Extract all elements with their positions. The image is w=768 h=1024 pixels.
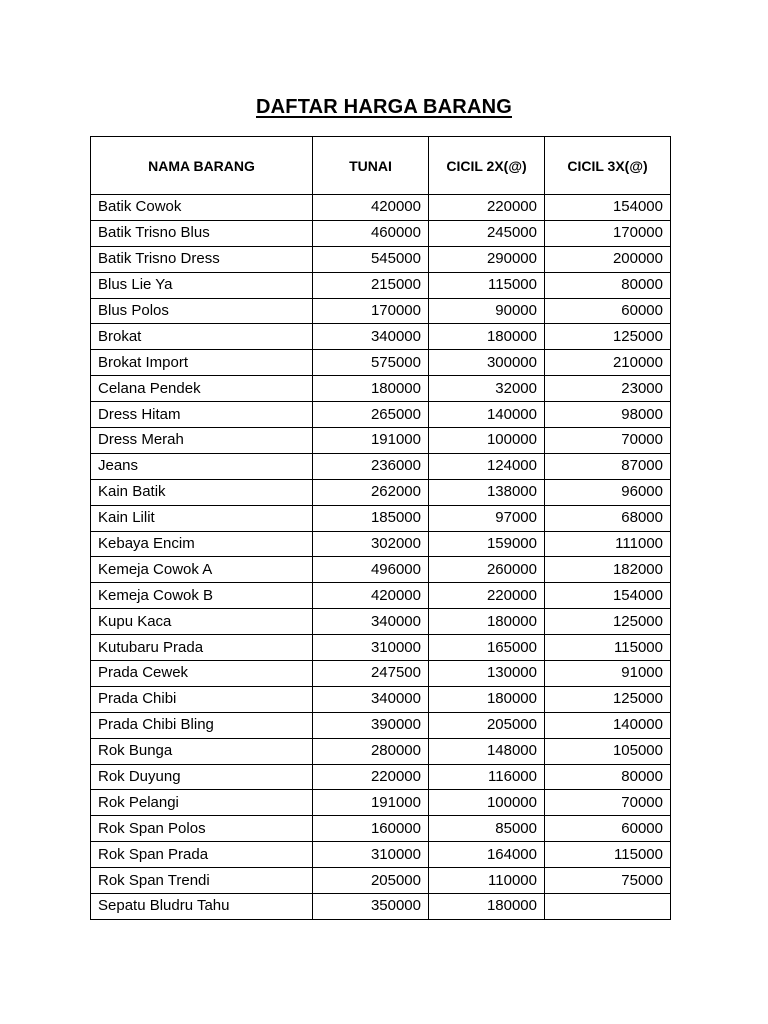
table-row xyxy=(91,557,671,583)
price-tunai-cell: 310000 xyxy=(313,842,429,868)
price-tunai-cell: 215000 xyxy=(313,272,429,298)
header-row xyxy=(91,137,671,195)
table-row xyxy=(91,324,671,350)
price-cicil-3x-cell: 87000 xyxy=(545,453,671,479)
price-cicil-3x-cell: 105000 xyxy=(545,738,671,764)
item-name-cell: Jeans xyxy=(91,453,313,479)
price-cicil-3x-cell: 80000 xyxy=(545,272,671,298)
table-row xyxy=(91,790,671,816)
table-row xyxy=(91,609,671,635)
column-header-nama-barang: NAMA BARANG xyxy=(91,137,313,195)
column-header-cicil-2x: CICIL 2X(@) xyxy=(429,137,545,195)
table-row xyxy=(91,402,671,428)
column-header-cicil-3x: CICIL 3X(@) xyxy=(545,137,671,195)
price-cicil-3x-cell: 170000 xyxy=(545,220,671,246)
table-row xyxy=(91,738,671,764)
item-name-cell: Batik Trisno Blus xyxy=(91,220,313,246)
price-cicil-2x-cell: 138000 xyxy=(429,479,545,505)
item-name-cell: Sepatu Bludru Tahu xyxy=(91,894,313,920)
price-cicil-3x-cell: 70000 xyxy=(545,790,671,816)
item-name-cell: Dress Hitam xyxy=(91,402,313,428)
price-tunai-cell: 545000 xyxy=(313,246,429,272)
price-cicil-3x-cell: 125000 xyxy=(545,324,671,350)
page-title: DAFTAR HARGA BARANG xyxy=(256,96,512,118)
price-cicil-2x-cell: 140000 xyxy=(429,402,545,428)
table-row xyxy=(91,764,671,790)
table-row xyxy=(91,816,671,842)
table-row xyxy=(91,195,671,221)
price-cicil-3x-cell: 68000 xyxy=(545,505,671,531)
table-row xyxy=(91,868,671,894)
price-cicil-2x-cell: 245000 xyxy=(429,220,545,246)
price-cicil-3x-cell: 182000 xyxy=(545,557,671,583)
price-tunai-cell: 350000 xyxy=(313,894,429,920)
price-tunai-cell: 180000 xyxy=(313,376,429,402)
item-name-cell: Blus Polos xyxy=(91,298,313,324)
table-row xyxy=(91,894,671,920)
price-cicil-3x-cell: 125000 xyxy=(545,686,671,712)
price-cicil-3x-cell: 111000 xyxy=(545,531,671,557)
price-cicil-3x-cell: 91000 xyxy=(545,661,671,687)
table-row xyxy=(91,350,671,376)
price-tunai-cell: 265000 xyxy=(313,402,429,428)
price-cicil-2x-cell: 180000 xyxy=(429,686,545,712)
price-tunai-cell: 191000 xyxy=(313,790,429,816)
price-tunai-cell: 340000 xyxy=(313,609,429,635)
table-row xyxy=(91,686,671,712)
price-tunai-cell: 191000 xyxy=(313,428,429,454)
item-name-cell: Rok Span Polos xyxy=(91,816,313,842)
price-cicil-2x-cell: 32000 xyxy=(429,376,545,402)
price-tunai-cell: 247500 xyxy=(313,661,429,687)
price-tunai-cell: 390000 xyxy=(313,712,429,738)
price-cicil-2x-cell: 130000 xyxy=(429,661,545,687)
price-tunai-cell: 280000 xyxy=(313,738,429,764)
price-tunai-cell: 340000 xyxy=(313,324,429,350)
item-name-cell: Prada Cewek xyxy=(91,661,313,687)
item-name-cell: Rok Duyung xyxy=(91,764,313,790)
price-cicil-3x-cell: 75000 xyxy=(545,868,671,894)
price-cicil-3x-cell: 140000 xyxy=(545,712,671,738)
price-cicil-2x-cell: 260000 xyxy=(429,557,545,583)
table-row xyxy=(91,661,671,687)
price-cicil-2x-cell: 116000 xyxy=(429,764,545,790)
item-name-cell: Batik Cowok xyxy=(91,195,313,221)
price-tunai-cell: 340000 xyxy=(313,686,429,712)
item-name-cell: Kutubaru Prada xyxy=(91,635,313,661)
price-tunai-cell: 496000 xyxy=(313,557,429,583)
price-cicil-3x-cell: 154000 xyxy=(545,195,671,221)
item-name-cell: Kemeja Cowok A xyxy=(91,557,313,583)
price-cicil-3x-cell: 60000 xyxy=(545,298,671,324)
table-row xyxy=(91,246,671,272)
column-header-tunai: TUNAI xyxy=(313,137,429,195)
price-cicil-3x-cell: 70000 xyxy=(545,428,671,454)
item-name-cell: Rok Span Trendi xyxy=(91,868,313,894)
price-cicil-3x-cell: 154000 xyxy=(545,583,671,609)
price-cicil-2x-cell: 159000 xyxy=(429,531,545,557)
price-cicil-3x-cell: 98000 xyxy=(545,402,671,428)
price-cicil-2x-cell: 180000 xyxy=(429,894,545,920)
price-cicil-2x-cell: 124000 xyxy=(429,453,545,479)
price-cicil-3x-cell xyxy=(545,894,671,920)
table-row xyxy=(91,272,671,298)
price-tunai-cell: 220000 xyxy=(313,764,429,790)
price-cicil-3x-cell: 115000 xyxy=(545,635,671,661)
price-cicil-3x-cell: 60000 xyxy=(545,816,671,842)
price-cicil-3x-cell: 23000 xyxy=(545,376,671,402)
item-name-cell: Batik Trisno Dress xyxy=(91,246,313,272)
item-name-cell: Rok Span Prada xyxy=(91,842,313,868)
price-cicil-2x-cell: 90000 xyxy=(429,298,545,324)
table-row xyxy=(91,479,671,505)
price-tunai-cell: 236000 xyxy=(313,453,429,479)
item-name-cell: Prada Chibi xyxy=(91,686,313,712)
price-cicil-2x-cell: 85000 xyxy=(429,816,545,842)
price-cicil-2x-cell: 100000 xyxy=(429,790,545,816)
price-tunai-cell: 575000 xyxy=(313,350,429,376)
item-name-cell: Rok Pelangi xyxy=(91,790,313,816)
price-tunai-cell: 185000 xyxy=(313,505,429,531)
item-name-cell: Prada Chibi Bling xyxy=(91,712,313,738)
price-tunai-cell: 420000 xyxy=(313,195,429,221)
price-cicil-3x-cell: 115000 xyxy=(545,842,671,868)
price-tunai-cell: 205000 xyxy=(313,868,429,894)
table-row xyxy=(91,298,671,324)
price-table xyxy=(90,136,671,920)
price-cicil-3x-cell: 125000 xyxy=(545,609,671,635)
item-name-cell: Kupu Kaca xyxy=(91,609,313,635)
table-row xyxy=(91,505,671,531)
table-body xyxy=(91,195,671,920)
price-cicil-2x-cell: 164000 xyxy=(429,842,545,868)
price-cicil-2x-cell: 205000 xyxy=(429,712,545,738)
table-row xyxy=(91,220,671,246)
item-name-cell: Kain Batik xyxy=(91,479,313,505)
price-cicil-2x-cell: 290000 xyxy=(429,246,545,272)
item-name-cell: Celana Pendek xyxy=(91,376,313,402)
price-tunai-cell: 262000 xyxy=(313,479,429,505)
price-cicil-2x-cell: 148000 xyxy=(429,738,545,764)
table-row xyxy=(91,712,671,738)
table-row xyxy=(91,583,671,609)
table-row xyxy=(91,635,671,661)
price-cicil-2x-cell: 97000 xyxy=(429,505,545,531)
item-name-cell: Brokat xyxy=(91,324,313,350)
item-name-cell: Brokat Import xyxy=(91,350,313,376)
item-name-cell: Kebaya Encim xyxy=(91,531,313,557)
price-cicil-2x-cell: 180000 xyxy=(429,609,545,635)
price-cicil-2x-cell: 115000 xyxy=(429,272,545,298)
price-tunai-cell: 310000 xyxy=(313,635,429,661)
price-cicil-2x-cell: 110000 xyxy=(429,868,545,894)
price-tunai-cell: 460000 xyxy=(313,220,429,246)
price-tunai-cell: 420000 xyxy=(313,583,429,609)
table-row xyxy=(91,531,671,557)
table-row xyxy=(91,376,671,402)
price-tunai-cell: 170000 xyxy=(313,298,429,324)
price-cicil-3x-cell: 96000 xyxy=(545,479,671,505)
table-row xyxy=(91,453,671,479)
item-name-cell: Kemeja Cowok B xyxy=(91,583,313,609)
price-cicil-2x-cell: 180000 xyxy=(429,324,545,350)
price-cicil-2x-cell: 165000 xyxy=(429,635,545,661)
item-name-cell: Kain Lilit xyxy=(91,505,313,531)
table-row xyxy=(91,842,671,868)
price-tunai-cell: 302000 xyxy=(313,531,429,557)
price-cicil-3x-cell: 80000 xyxy=(545,764,671,790)
table-row xyxy=(91,428,671,454)
item-name-cell: Blus Lie Ya xyxy=(91,272,313,298)
price-tunai-cell: 160000 xyxy=(313,816,429,842)
price-cicil-3x-cell: 210000 xyxy=(545,350,671,376)
price-cicil-2x-cell: 300000 xyxy=(429,350,545,376)
item-name-cell: Rok Bunga xyxy=(91,738,313,764)
price-cicil-3x-cell: 200000 xyxy=(545,246,671,272)
price-cicil-2x-cell: 220000 xyxy=(429,195,545,221)
price-cicil-2x-cell: 220000 xyxy=(429,583,545,609)
price-cicil-2x-cell: 100000 xyxy=(429,428,545,454)
item-name-cell: Dress Merah xyxy=(91,428,313,454)
